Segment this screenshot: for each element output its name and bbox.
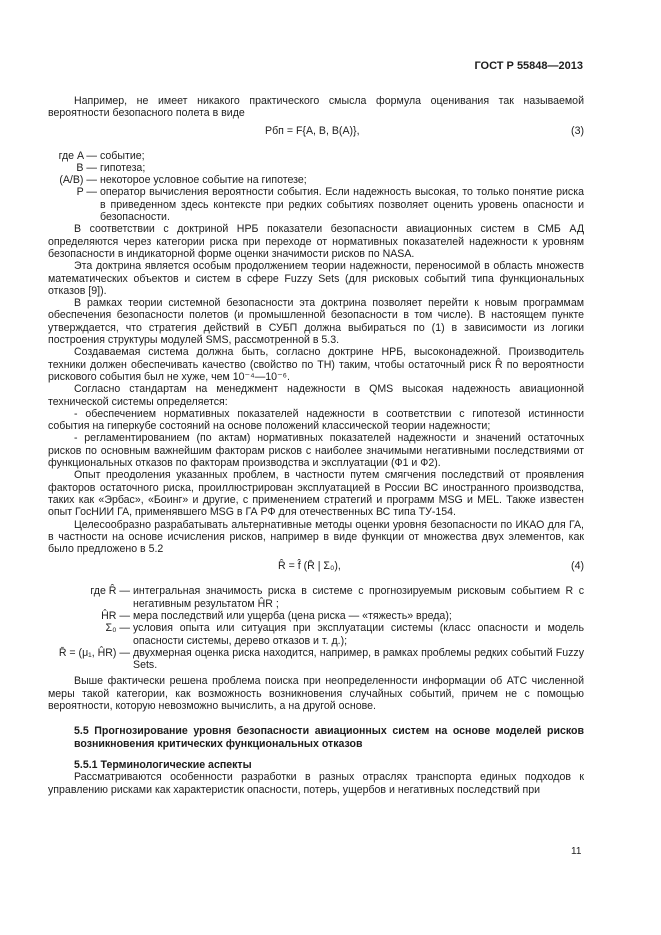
definition-row [48,186,584,223]
definition-symbol: где R̂ — [90,585,130,598]
paragraph: В рамках теории системной безопасности эта доктрина позволяет перейти к новым программам обеспечения безопасности полетов (и промышленной безопасности в том числе). В настоящем пункте утверждается, что стратегия действий в СУБП должна выбираться по (1) в зависимости из логики построения структуры модулей SMS, рассмотренной в 5.3. [48,297,584,347]
definition-list [48,585,584,671]
paragraph: Согласно стандартам на менеджмент надежности в QMS высокая надежность авиационной технической системы определяется: [48,383,584,408]
paragraph: Выше фактически решена проблема поиска при неопределенности информации об АТС численной меры такой категории, как возможность возникновения случайных событий, причем не с помощью вероятности, которую невозможно вычислить, а на другой основе. [48,675,584,713]
paragraph: Создаваемая система должна быть, согласно доктрине НРБ, высоконадежной. Производитель техники должен обеспечивать качество (свойство по ТН) таким, чтобы остаточный риск R̂ по вероятности рискового события был не хуже, чем 10⁻⁴—10⁻⁶. [48,346,584,383]
definition-symbol: (A/B) — [59,174,97,187]
equation-3 [48,123,584,143]
definition-row [48,647,584,672]
definition-row [48,174,584,186]
list-item: - обеспечением нормативных показателей надежности в соответствии с гипотезой истинности события на гиперкубе состояний на основе положений классической теории надежности; [48,407,584,433]
definition-text: событие; [100,149,145,162]
list-item: - регламентированием (по актам) нормативных показателей надежности и значений остаточных рисков по основным важнейшим факторам рисков с наиболее значимыми негативными последствиями от функциональных отказов по факторам производства и эксплуатации (Ф1 и Ф2). [48,432,584,470]
equation-4 [48,558,584,578]
paragraph: Например, не имеет никакого практического смысла формула оценивания так называемой вероятности безопасного полета в виде [48,95,584,120]
page-content [48,95,584,796]
paragraph: Целесообразно разрабатывать альтернативные методы оценки уровня безопасности по ИКАО для ГА, в частности на основе исчисления рисков, например в виде функции от множества двух элементов, как было предложено в 5.2 [48,518,584,556]
definition-list [48,150,584,224]
equation-formula: R̂ = f̂ (R̄ | Σ₀), [278,560,341,573]
definition-text: двухмерная оценка риска находится, например, в рамках проблемы редких событий Fuzzy Sets. [133,646,584,672]
definition-text: условия опыта или ситуация при эксплуатации системы (класс опасности и модель опасности системы, дерево отказов и т. д.); [133,622,584,647]
equation-number: (4) [571,560,584,573]
page-number: 11 [571,846,582,857]
definition-text: мера последствий или ущерба (цена риска — «тяжесть» вреда); [133,609,452,622]
definition-symbol: B — [76,161,97,174]
definition-text: оператор вычисления вероятности события. Если надежность высокая, то только понятие риска в приведенном здесь контексте при редких событиях позволяет оценить уровень опасности и безопасности. [100,186,584,224]
subsection-heading: 5.5.1 Терминологические аспекты [74,758,252,771]
standard-header: ГОСТ Р 55848—2013 [474,60,583,72]
definition-row [48,610,584,622]
paragraph: Эта доктрина является особым продолжением теории надежности, переносимой в область множеств математических объектов и систем в сфере Fuzzy Sets (для рисковых событий типа функциональных отказов [9]). [48,260,584,297]
paragraph: Рассматриваются особенности разработки в разных отраслях транспорта единых подходов к управлению рисками как характеристик опасности, потерь, ущербов и негативных последствий при [48,771,584,796]
definition-text: некоторое условное событие на гипотезе; [100,174,307,187]
section-heading: 5.5 Прогнозирование уровня безопасности авиационных систем на основе моделей рисков возникновения критических функциональных отказов [74,725,584,750]
definition-row [48,162,584,174]
paragraph: Опыт преодоления указанных проблем, в частности путем смягчения последствий от проявления факторов остаточного риска, проиллюстрирован эксплуатацией в России ВС иностранного производства, таких как «Эрбас», «Боинг» и другие, с применением стратегий и программ MSG и MEL. Также известен опыт ГосНИИ ГА, применявшего MSG в ГА РФ для отечественных ВС типа ТУ-154. [48,469,584,519]
definition-symbol: Σ₀ — [105,622,130,635]
definition-symbol: P — [76,186,97,199]
definition-row [48,150,584,162]
definition-row [48,622,584,647]
definition-symbol: где A — [58,149,97,162]
paragraph: В соответствии с доктриной НРБ показатели безопасности авиационных систем в СМБ АД определяются через категории риска при переходе от нормативных показателей надежности к уровням безопасности в индикаторной форме оценки значимости рисков по NASA. [48,223,584,260]
definition-text: интегральная значимость риска в системе с прогнозируемым рисковым событием R с негативным результатом ĤR ; [133,585,584,610]
definition-text: гипотеза; [100,161,146,174]
definition-row [48,585,584,610]
equation-formula: Pбп = F{A, B, B(A)}, [265,124,360,137]
definition-symbol: ĤR — [101,609,130,622]
definition-symbol: R̄ = (μ₁, ĤR) — [58,646,130,659]
equation-number: (3) [571,124,584,137]
